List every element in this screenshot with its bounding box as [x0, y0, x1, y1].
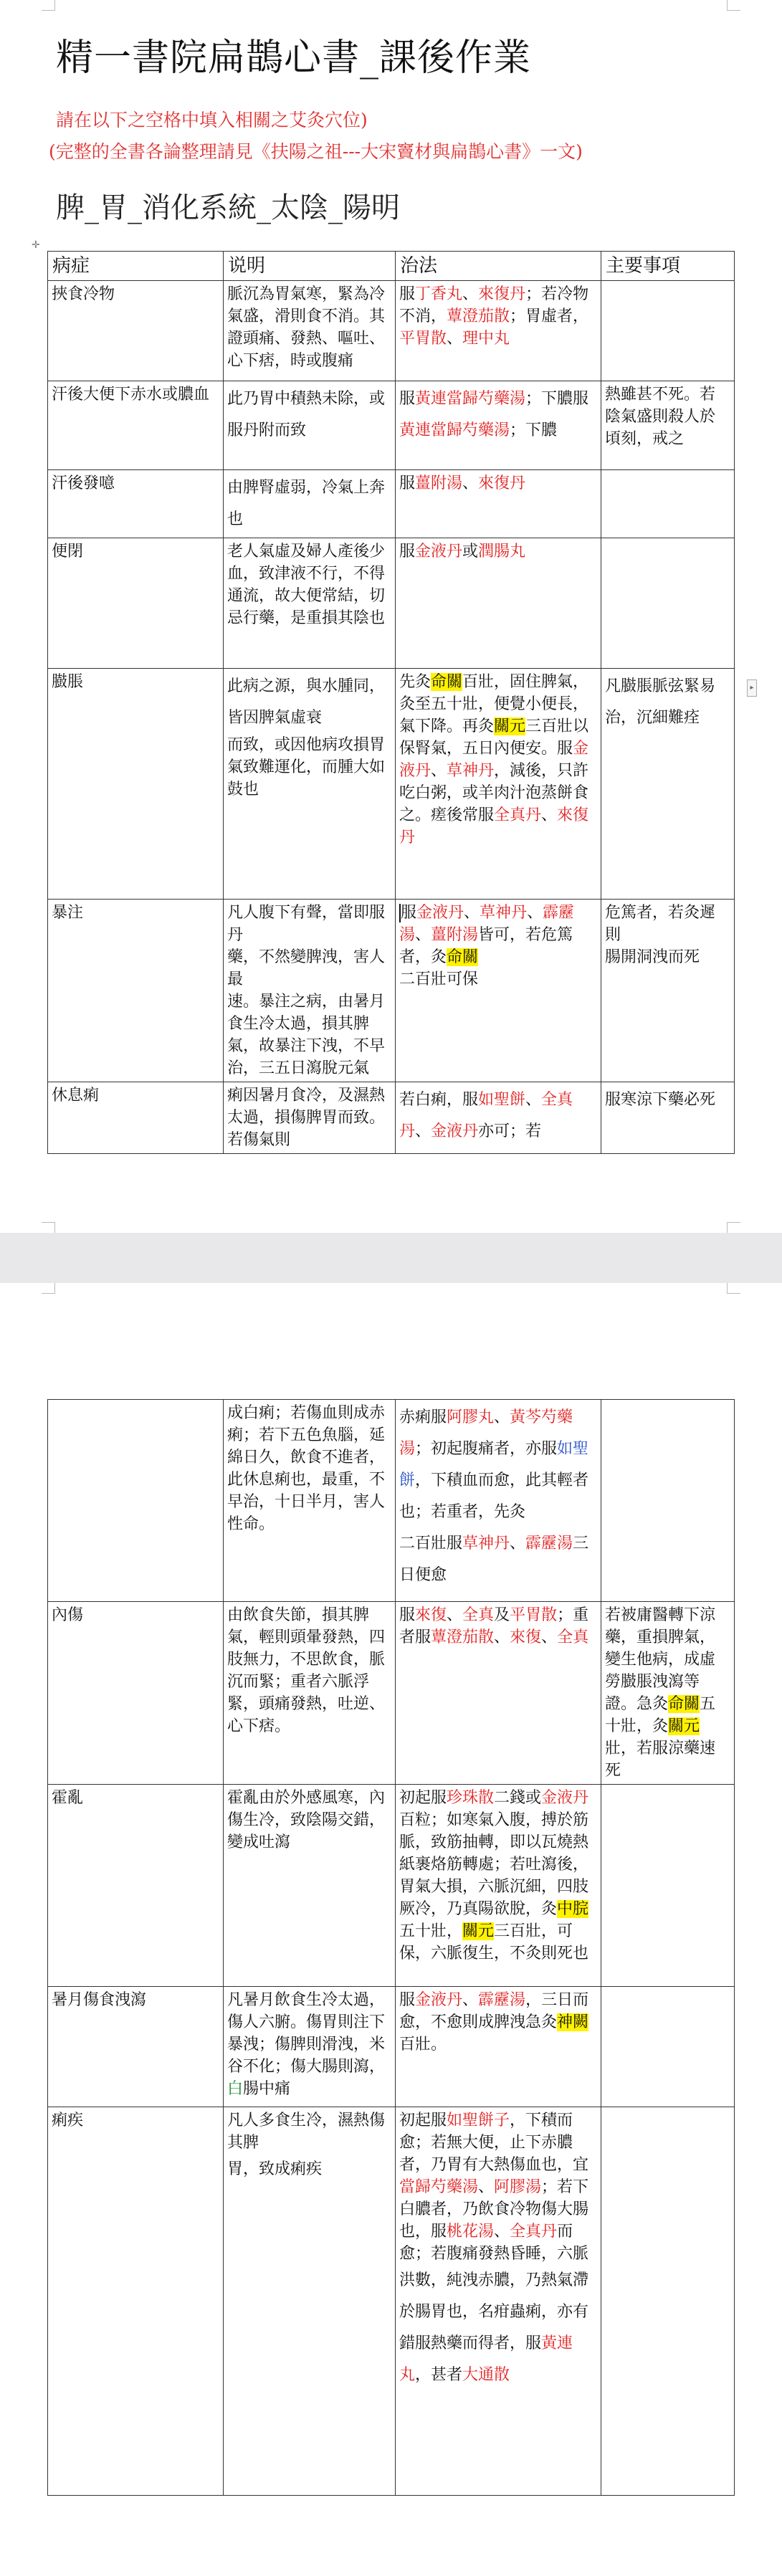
notes-cell[interactable] [601, 1400, 735, 1602]
table-row [48, 538, 735, 669]
text: 胃，致成痢疾 [227, 2160, 323, 2178]
herb-name: 來復 [510, 1628, 542, 1646]
herb-name: 金液丹 [399, 740, 589, 780]
herb-name: 黃連 [541, 2334, 573, 2352]
text: 二錢或 [494, 1789, 542, 1807]
herb-name: 來復丹 [478, 285, 526, 303]
notes-cell[interactable] [601, 2107, 735, 2496]
herb-name: 薑附湯 [415, 474, 463, 492]
table-header-row [48, 252, 735, 281]
page-corner-mark [42, 1222, 55, 1233]
header-treatment: 治法 [396, 252, 601, 281]
herb-name: 黃芩芍藥湯 [399, 1408, 573, 1458]
text: ；重者服 [399, 1606, 589, 1646]
header-disease: 病症 [48, 252, 224, 281]
herb-name: 霹靂湯 [478, 1991, 526, 2009]
text: 服 [399, 474, 416, 492]
herb-name: 金液丹 [431, 1122, 479, 1140]
text: 、 [464, 904, 480, 922]
page-corner-mark [727, 0, 740, 11]
text: 腸中痛 [243, 2080, 291, 2098]
text: 、 [494, 1408, 510, 1426]
treatment-cell[interactable] [396, 538, 601, 669]
herb-name: 草神丹 [447, 762, 495, 780]
text: 三百壯，可保，六脈復生，不灸則死也 [399, 1922, 589, 1962]
page-corner-mark [727, 1283, 740, 1294]
text: 白 [227, 2080, 244, 2098]
reference-note: (完整的全書各論整理請見《扶陽之祖---大宋竇材與扁鵲心書》一文) [49, 141, 583, 162]
instruction-note: 請在以下之空格中填入相關之艾灸穴位) [56, 110, 368, 130]
text: 於腸胃也，名疳蟲痢，亦有 [399, 2303, 589, 2321]
treatment-cell[interactable] [396, 669, 601, 900]
text: ；若冷物不消， [399, 285, 589, 325]
table-row [48, 381, 735, 470]
notes-cell[interactable]: 凡臌脹脈弦緊易治，沉細難痊 [601, 669, 735, 900]
herb-name: 丁香丸 [415, 285, 463, 303]
text: ，三日而愈，不愈則成脾洩急灸 [399, 1991, 589, 2031]
herb-name: 平胃散 [510, 1606, 558, 1624]
text: ；下膿服 [525, 390, 589, 408]
disease-cell[interactable]: 霍亂 [48, 1785, 224, 1987]
herb-name: 來復 [415, 1606, 447, 1624]
text: ，減後，只許吃白粥，或羊肉汁泡蒸餅食之。瘥後常服 [399, 762, 589, 824]
page-corner-mark [42, 0, 55, 11]
remedy-table-page-2 [47, 1399, 735, 2496]
text: 腸開洞洩而死 [605, 948, 700, 966]
table-row [48, 900, 735, 1082]
description-cell[interactable]: 此乃胃中積熱未除，或服丹附而致 [224, 381, 396, 470]
acupoint-highlight: 中脘 [557, 1900, 589, 1918]
treatment-cell[interactable] [396, 381, 601, 470]
acupoint-highlight: 關元 [494, 717, 526, 735]
text: 服 [399, 1991, 416, 2009]
herb-name: 如聖餅 [478, 1091, 526, 1109]
text: 而愈；若腹痛發熱昏睡，六脈 [399, 2223, 589, 2263]
description-cell[interactable]: 脈沉為胃氣寒，緊為冷氣盛，滑則食不消。其證頭痛、發熱、嘔吐、心下痞，時或腹痛 [224, 281, 396, 381]
document-page-2 [0, 1283, 782, 2576]
disease-cell[interactable]: 暴注 [48, 900, 224, 1082]
page-corner-mark [727, 1222, 740, 1233]
herb-name: 阿膠丸 [447, 1408, 495, 1426]
disease-cell[interactable]: 便閉 [48, 538, 224, 669]
herb-name: 潤腸丸 [478, 543, 526, 560]
treatment-cell[interactable] [396, 1785, 601, 1987]
herb-name: 薑附湯 [431, 926, 479, 944]
table-row [48, 470, 735, 538]
herb-name: 金液丹 [415, 1991, 463, 2009]
herb-name: 如聖餅 [399, 1440, 589, 1489]
text: 及 [494, 1606, 510, 1624]
disease-cell[interactable]: 挾食冷物 [48, 281, 224, 381]
notes-cell[interactable] [601, 1602, 735, 1785]
text: 先灸 [399, 673, 431, 691]
herb-name: 來復丹 [399, 806, 589, 846]
table-row [48, 1987, 735, 2107]
section-subtitle: 脾_胃_消化系統_太陰_陽明 [56, 191, 400, 224]
text: 凡人多食生冷，濕熱傷其脾 [227, 2112, 386, 2152]
text: 、 [478, 2178, 495, 2196]
text: 危篤者，若灸遲則 [605, 904, 716, 944]
header-notes: 主要事項 [601, 252, 735, 281]
disease-cell[interactable]: 休息痢 [48, 1082, 224, 1154]
treatment-cell[interactable] [396, 1987, 601, 2107]
text: ，下積而愈；若無大便，止下赤膿者，乃胃有大熱傷血也，宜 [399, 2112, 589, 2174]
text: 、 [527, 904, 543, 922]
text: 若白痢，服 [399, 1091, 479, 1109]
herb-name: 大通散 [462, 2366, 510, 2384]
herb-name: 草神丹 [462, 1535, 510, 1552]
text: 服 [399, 285, 416, 303]
herb-name: 當歸芍藥湯 [399, 2178, 479, 2196]
text: ；初起腹痛者，亦服 [415, 1440, 558, 1458]
text: 百粒；如寒氣入腹，搏於筋脈，致筋抽轉，即以瓦燒熱紙裹烙筋轉處；若吐瀉後，胃氣大損，六脈沉細，四肢厥冷，乃真陽欲脫，灸 [399, 1811, 589, 1918]
description-cell[interactable] [224, 1987, 396, 2107]
herb-name: 黃連當歸芍藥湯 [415, 390, 526, 408]
table-row [48, 1400, 735, 1602]
text: 、 [462, 1991, 479, 2009]
acupoint-highlight: 關元 [462, 1922, 495, 1940]
text: 赤痢服 [399, 1408, 447, 1426]
acupoint-highlight: 命關 [431, 673, 463, 691]
remedy-table-page-1 [47, 251, 735, 1154]
text: 藥，不然變脾洩，害人最 [227, 948, 386, 988]
acupoint-highlight: 關元 [668, 1717, 700, 1735]
acupoint-highlight: 命關 [668, 1695, 700, 1713]
text: ；下膿 [510, 421, 558, 439]
herb-name: 草神丹 [480, 904, 528, 922]
treatment-cell[interactable] [396, 1602, 601, 1785]
table-row [48, 1785, 735, 1987]
herb-name: 珍珠散 [447, 1789, 495, 1807]
text: 初起服 [399, 1789, 447, 1807]
text: 百壯，固住脾氣，灸至五十壯，便覺小便長，氣下降。再灸 [399, 673, 589, 735]
notes-cell[interactable]: 服寒涼下藥必死 [601, 1082, 735, 1154]
text: 二百壯可保 [399, 970, 479, 988]
text: 、 [447, 1606, 463, 1624]
herb-name: 丸 [399, 2366, 416, 2384]
description-cell[interactable]: 由脾腎虛弱，冷氣上奔也 [224, 470, 396, 538]
table-row [48, 669, 735, 900]
text: 、 [494, 1628, 510, 1646]
disease-cell[interactable]: 痢疾 [48, 2107, 224, 2496]
text: 、 [447, 330, 463, 348]
text: ，下積血而愈，此其輕者也；若重者，先灸 [399, 1471, 589, 1521]
text: 、 [541, 806, 558, 824]
table-move-handle-icon[interactable]: ✛ [32, 239, 40, 251]
notes-cell[interactable] [601, 470, 735, 538]
table-row [48, 2107, 735, 2496]
herb-name: 全真丹 [494, 806, 542, 824]
text: 或 [462, 543, 479, 560]
acupoint-highlight: 神闕 [557, 2013, 589, 2031]
text: 、 [462, 474, 479, 492]
text: 洪數，純洩赤膿，乃熱氣滯 [399, 2271, 589, 2289]
description-cell[interactable]: 霍亂由於外感風寒，內傷生冷，致陰陽交錯，變成吐瀉 [224, 1785, 396, 1987]
text: 、 [462, 285, 479, 303]
text: 百壯。 [399, 2036, 447, 2053]
disease-cell[interactable] [48, 1400, 224, 1602]
treatment-cell[interactable] [396, 1082, 601, 1154]
text: 服 [399, 543, 416, 560]
text: 速。暴注之病，由暑月食生冷太過，損其脾氣，故暴注下洩，不早治，三五日瀉脫元氣 [227, 993, 386, 1077]
header-description: 说明 [224, 252, 396, 281]
notes-cell[interactable]: 熱雖甚不死。若陰氣盛則殺人於頃刻，戒之 [601, 381, 735, 470]
herb-name: 桃花湯 [447, 2223, 495, 2241]
text: 三百壯以保腎氣，五日內便安。服 [399, 717, 589, 758]
notes-cell[interactable] [601, 281, 735, 381]
treatment-cell[interactable] [396, 281, 601, 381]
disease-cell[interactable]: 汗後發噫 [48, 470, 224, 538]
text: ，甚者 [415, 2366, 463, 2384]
treatment-cell[interactable] [396, 1400, 601, 1602]
herb-name: 金液丹 [415, 543, 463, 560]
text: 服 [401, 904, 417, 922]
text: 皆可，若危篤者，灸 [399, 926, 573, 966]
herb-name: 全真丹 [399, 1091, 573, 1140]
text: 、 [541, 1628, 558, 1646]
treatment-cell[interactable] [396, 470, 601, 538]
herb-name: 阿膠湯 [494, 2178, 542, 2196]
description-cell[interactable] [224, 669, 396, 900]
text: ；胃虛者， [510, 307, 589, 325]
treatment-cell[interactable] [396, 2107, 601, 2496]
text: 、 [494, 2223, 510, 2241]
treatment-cell[interactable] [396, 900, 601, 1082]
herb-name: 全真 [557, 1628, 589, 1646]
text: 服 [399, 1606, 416, 1624]
description-cell[interactable]: 由飲食失節，損其脾氣，輕則頭暈發熱，四肢無力，不思飲食，脈沉而緊；重者六脈浮緊，頭痛發熱，吐逆、心下痞。 [224, 1602, 396, 1785]
text: ；若下白膿者，乃飲食冷物傷大腸也，服 [399, 2178, 589, 2241]
description-cell[interactable]: 成白痢；若傷血則成赤痢；若下五色魚腦，延綿日久，飲食不進者，此休息痢也，最重，不早治，十日半月，害人性命。 [224, 1400, 396, 1602]
herb-name: 霹靂湯 [399, 904, 575, 944]
text: 錯服熱藥而得者，服 [399, 2334, 542, 2352]
notes-cell[interactable] [601, 1987, 735, 2107]
table-row [48, 1602, 735, 1785]
text: 若被庸醫轉下涼藥，重損脾氣，變生他病，成虛勞臌脹洩瀉等證。急灸 [605, 1606, 716, 1713]
herb-name: 來復丹 [478, 474, 526, 492]
notes-cell[interactable] [601, 900, 735, 1082]
disease-cell[interactable]: 臌脹 [48, 669, 224, 900]
document-page-1 [0, 0, 782, 1233]
herb-name: 蕈澄茄散 [447, 307, 510, 325]
acupoint-highlight: 命關 [447, 948, 479, 966]
text: 而致，或因他病攻損胃氣致難運化，而腫大如鼓也 [227, 736, 386, 798]
table-resize-handle-icon[interactable]: ▸ [747, 679, 757, 697]
text: 壯，若服涼藥速死 [605, 1740, 716, 1780]
text: 、 [415, 926, 431, 944]
text: 初起服 [399, 2112, 447, 2129]
disease-cell[interactable]: 汗後大便下赤水或膿血 [48, 381, 224, 470]
text: 三日便愈 [399, 1535, 589, 1584]
text: 、 [415, 1122, 431, 1140]
description-cell[interactable]: 老人氣虛及婦人產後少血，致津液不行，不得通流，故大便常結，切忌行藥，是重損其陰也 [224, 538, 396, 669]
text: 、 [431, 762, 447, 780]
text: 服 [399, 390, 416, 408]
disease-cell[interactable]: 暑月傷食洩瀉 [48, 1987, 224, 2107]
table-row [48, 1082, 735, 1154]
notes-cell[interactable] [601, 1785, 735, 1987]
herb-name: 霹靂湯 [525, 1535, 573, 1552]
text: 此病之源，與水腫同，皆因脾氣虛衰 [227, 677, 386, 727]
herb-name: 如聖餅子 [447, 2112, 510, 2129]
herb-name: 平胃散 [399, 330, 447, 348]
text: 五十壯， [399, 1922, 463, 1940]
text: 亦可；若 [478, 1122, 542, 1140]
herb-name: 金液丹 [541, 1789, 589, 1807]
herb-name: 金液丹 [416, 904, 464, 922]
text: 五十壯，灸 [605, 1695, 716, 1735]
description-cell[interactable]: 痢因暑月食冷，及濕熱太過，損傷脾胃而致。若傷氣則 [224, 1082, 396, 1154]
text: 凡人腹下有聲，當即服丹 [227, 904, 386, 944]
notes-cell[interactable] [601, 538, 735, 669]
page-gap [0, 1233, 782, 1283]
herb-name: 全真丹 [510, 2223, 558, 2241]
description-cell[interactable] [224, 2107, 396, 2496]
table-row [48, 281, 735, 381]
herb-name: 全真 [462, 1606, 495, 1624]
page-corner-mark [42, 1283, 55, 1294]
text: 凡暑月飲食生冷太過，傷人六腑。傷胃則注下暴洩；傷脾則滑洩，米谷不化；傷大腸則瀉， [227, 1991, 386, 2076]
description-cell[interactable] [224, 900, 396, 1082]
text: 、 [510, 1535, 526, 1552]
text: 、 [525, 1091, 542, 1109]
disease-cell[interactable]: 內傷 [48, 1602, 224, 1785]
herb-name: 黃連當歸芍藥湯 [399, 421, 510, 439]
text: 二百壯服 [399, 1535, 463, 1552]
herb-name: 理中丸 [462, 330, 510, 348]
herb-name: 蕈澄茄散 [431, 1628, 495, 1646]
document-title: 精一書院扁鵲心書_課後作業 [56, 37, 532, 80]
